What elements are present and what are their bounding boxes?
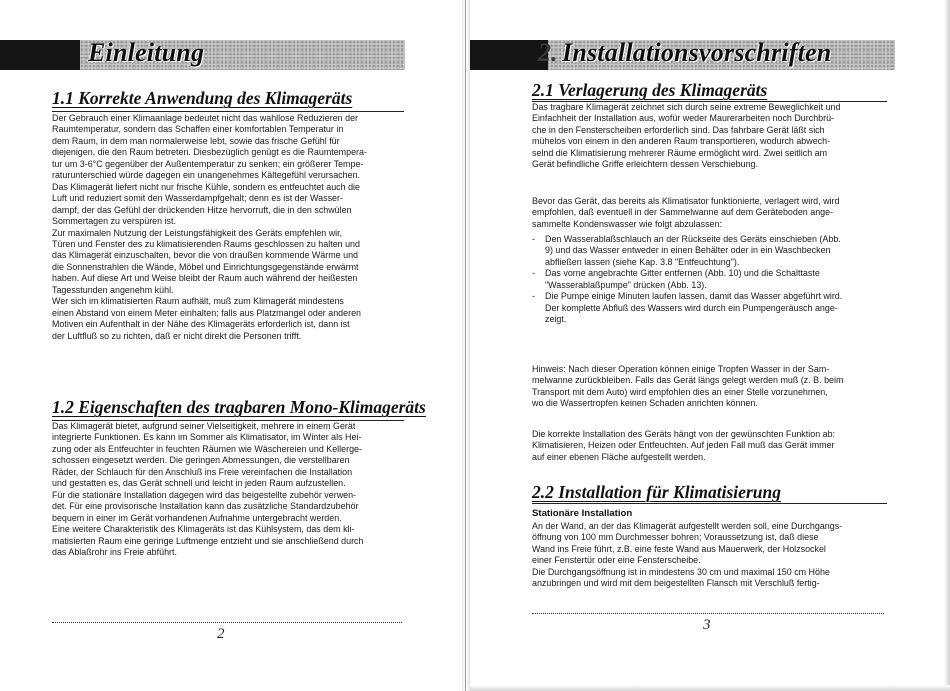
text-line: Bevor das Gerät, das bereits als Klimatisator funktionierte, verlagert wird, wird	[532, 196, 840, 207]
text-line: 9) und das Wasser entweder in einen Behälter oder in ein Waschbecken	[545, 245, 831, 257]
page-edge-shadow	[470, 685, 950, 691]
section-heading-1-1: 1.1 Korrekte Anwendung des Klimageräts	[52, 88, 353, 108]
left-page	[0, 0, 462, 691]
text-line: bequem in einer im Gerät vorhandenen Aufnahme untergebracht werden.	[52, 512, 342, 524]
text-line: Wand ins Freie führt, z.B. eine feste Wand aus Mauerwerk, der Holzsockel	[532, 543, 826, 555]
text-line: Einfachheit der Installation aus, wofür weder Maurerarbeiten noch Durchbrü-	[532, 113, 835, 125]
text-line: Klimatisieren, Heizen oder Entfeuchten. Auf jeden Fall muß das Gerät immer	[532, 440, 835, 452]
section-1-1-body	[52, 113, 404, 342]
chapter-title: Installationsvorschriften	[562, 38, 832, 67]
text-line: auf einer ebenen Fläche aufgestellt werden.	[532, 451, 706, 463]
page-edge-shadow	[944, 0, 950, 691]
text-line: abfließen lassen (siehe Kap. 3.8 "Entfeuchtung").	[545, 256, 740, 268]
chapter-banner-dark-block	[0, 40, 80, 70]
text-line: dem Raum, in dem man normalerweise lebt, sowie das frische Gefühl für	[52, 135, 340, 147]
text-line: Räder, der Schlauch für den Anschluß ins Freie vereinfachen die Installation	[52, 466, 353, 478]
footer-dotted-rule	[532, 613, 884, 614]
text-line: "Wasserablaßpumpe" drücken (Abb. 13).	[545, 279, 707, 291]
text-line: Den Wasserablaßschlauch an der Rückseite des Geräts einschieben (Abb.	[545, 234, 841, 245]
text-line: raturunterschied würde dagegen ein unangenehmes Kältegefühl verursachen.	[52, 170, 361, 182]
text-line: einer Fenstertür oder eine Fensterscheibe.	[532, 555, 701, 567]
text-line: anzubringen und wird mit dem beigestellten Flansch mit Verschluß fertig-	[532, 578, 820, 590]
list-dash: -	[532, 234, 535, 245]
text-line: die Sonnenstrahlen die Wände, Möbel und Einrichtungsgegenstände erwärmt	[52, 261, 359, 273]
text-line: Der komplette Abfluß des Wassers wird durch ein Pumpengeräusch ange-	[545, 302, 838, 314]
section-rule	[52, 111, 404, 112]
text-line: Das vorne angebrachte Gitter entfernen (Abb. 10) und die Schalttaste	[545, 268, 820, 280]
text-line: Die Durchgangsöffnung ist in mindestens 30 cm und maximal 150 cm Höhe	[532, 566, 830, 578]
section-1-2-body	[52, 421, 404, 558]
text-line: Der Gebrauch einer Klimaanlage bedeutet nicht das wahllose Reduzieren der	[52, 113, 359, 124]
section-2-1-para2	[532, 196, 885, 230]
section-heading-2-2: 2.2 Installation für Klimatisierung	[532, 482, 781, 502]
text-line: Tagesstunden angenehm kühl.	[52, 284, 174, 296]
text-line: das Ablaßrohr ins Freie abführt.	[52, 546, 177, 558]
text-line: Wer sich im klimatisierten Raum aufhält, muß zum Klimagerät mindestens	[52, 296, 344, 308]
text-line: selnd die Klimatisierung mehrerer Räume ermöglicht wird. Zwei seitlich am	[532, 147, 828, 159]
text-line: che in den Fensterscheiben erforderlich sind. Das fahrbare Gerät läßt sich	[532, 124, 825, 136]
text-line: öffnung von 100 mm Durchmesser bohren; Voraussetzung ist, daß diese	[532, 532, 819, 544]
text-line: Die Pumpe einige Minuten laufen lassen, damit das Wasser abgeführt wird.	[545, 291, 843, 303]
list-item	[532, 234, 885, 268]
text-line: melwanne zurückbleiben. Falls das Gerät längs gelegt werden muß (z. B. beim	[532, 375, 844, 387]
text-line: Türen und Fenster des zu klimatisierenden Raums geschlossen zu halten und	[52, 238, 360, 250]
section-2-1-body	[532, 102, 885, 171]
footer-dotted-rule	[52, 622, 402, 623]
chapter-number: 2.	[538, 38, 558, 67]
text-line: Luft und reduziert somit den Wasserdampfgehalt; denn es ist der Wasser-	[52, 193, 343, 205]
text-line: haben. Auf diese Art und Weise bleibt der Raum auch während der heißesten	[52, 273, 358, 285]
text-line: Das Klimagerät liefert nicht nur frische Kühle, sondern es entfeuchtet auch die	[52, 181, 360, 193]
list-item	[532, 268, 885, 291]
text-line: Sommertagen zu verspüren ist.	[52, 216, 176, 228]
text-line: Eine weitere Charakteristik des Klimageräts ist das Kühlsystem, das dem kli-	[52, 524, 355, 536]
page-number: 2	[217, 626, 225, 642]
text-line: sammelte Kondenswasser wie folgt abzulassen:	[532, 218, 722, 230]
text-line: dampf, der das Gefühl der drückenden Hitze hervorruft, die in den schwülen	[52, 204, 352, 216]
section-heading-1-2: 1.2 Eigenschaften des tragbaren Mono-Klimageräts	[52, 397, 426, 417]
text-line: integrierte Funktionen. Es kann im Sommer als Klimatisator, im Winter als Hei-	[52, 432, 362, 444]
text-line: diejenigen, die den Raum betreten. Diesbezüglich genügt es die Raumtempera-	[52, 147, 367, 159]
text-line: wo die Wassertropfen keinen Schaden anrichten können.	[532, 398, 758, 410]
text-line: Transport mit dem Auto) wird empfohlen dies an einer Stelle vorzunehmen,	[532, 386, 828, 398]
list-item	[532, 291, 885, 325]
section-heading-2-1: 2.1 Verlagerung des Klimageräts	[532, 80, 768, 100]
page-number: 3	[703, 617, 711, 633]
list-dash: -	[532, 291, 535, 303]
subheading-stationary: Stationäre Installation	[532, 508, 633, 519]
section-2-1-para4	[532, 429, 885, 463]
text-line: Das Klimagerät bietet, aufgrund seiner Vielseitigkeit, mehrere in einem Gerät	[52, 421, 356, 432]
text-line: und gestatten es, das Gerät schnell und leicht in jeden Raum aufzustellen.	[52, 478, 346, 490]
text-line: Zur maximalen Nutzung der Leistungsfähigkeit des Geräts empfehlen wir,	[52, 227, 343, 239]
text-line: Raumtemperatur, sondern das Schaffen einer komfortablen Temperatur in	[52, 124, 344, 136]
text-line: Gerät befindliche Griffe erleichtern dessen Verschiebung.	[532, 159, 759, 171]
gutter-line	[465, 0, 466, 691]
right-page	[470, 0, 950, 691]
text-line: Für die stationäre Installation dagegen wird das beigestellte zubehör verwen-	[52, 489, 357, 501]
chapter-banner-dark-block	[470, 40, 548, 70]
text-line: Hinweis: Nach dieser Operation können einige Tropfen Wasser in der Sam-	[532, 364, 830, 375]
section-2-2-body	[532, 521, 885, 590]
text-line: mühelos von einem in den anderen Raum transportieren, wodurch abwech-	[532, 136, 831, 148]
text-line: schossen eingesetzt werden. Die geringen Abmessungen, die verstellbaren	[52, 455, 350, 467]
text-line: zeigt.	[545, 314, 567, 326]
text-line: empfohlen, daß eventuell in der Sammelwanne auf dem Geräteboden ange-	[532, 207, 834, 219]
text-line: zung oder als Entfeuchter in feuchten Räumen wie Wäschereien und Kellerge-	[52, 443, 362, 455]
text-line: An der Wand, an der das Klimagerät aufgestellt werden soll, eine Durchgangs-	[532, 521, 843, 532]
text-line: tur um 3-6°C gegenüber der Außentemperatur zu senken; ein größerer Tempe-	[52, 158, 364, 170]
list-dash: -	[532, 268, 535, 280]
text-line: Die korrekte Installation des Geräts hängt von der gewünschten Funktion ab:	[532, 429, 836, 440]
text-line: det. Für eine provisorische Installation kann das zusätzliche Standardzubehör	[52, 501, 359, 513]
book-gutter	[462, 0, 470, 691]
text-line: Motiven ein Aufenthalt in der Nähe des Klimageräts erforderlich ist, dann ist	[52, 319, 350, 331]
text-line: der Luftfluß so zu richten, daß er nicht direkt die Personen trifft.	[52, 330, 302, 342]
text-line: matisierten Raum eine geringe Luftmenge entzieht und sie anschließend durch	[52, 535, 364, 547]
section-rule	[532, 503, 887, 504]
text-line: das Klimagerät einzuschalten, bevor die von draußen kommende Wärme und	[52, 250, 358, 262]
section-2-1-steps	[532, 234, 885, 326]
chapter-title: Einleitung	[88, 38, 205, 67]
text-line: Das tragbare Klimagerät zeichnet sich durch seine extreme Beweglichkeit und	[532, 102, 841, 113]
text-line: einen Abstand von einem Meter einhalten; falls aus Platzmangel oder anderen	[52, 307, 362, 319]
section-2-1-hint	[532, 364, 885, 410]
